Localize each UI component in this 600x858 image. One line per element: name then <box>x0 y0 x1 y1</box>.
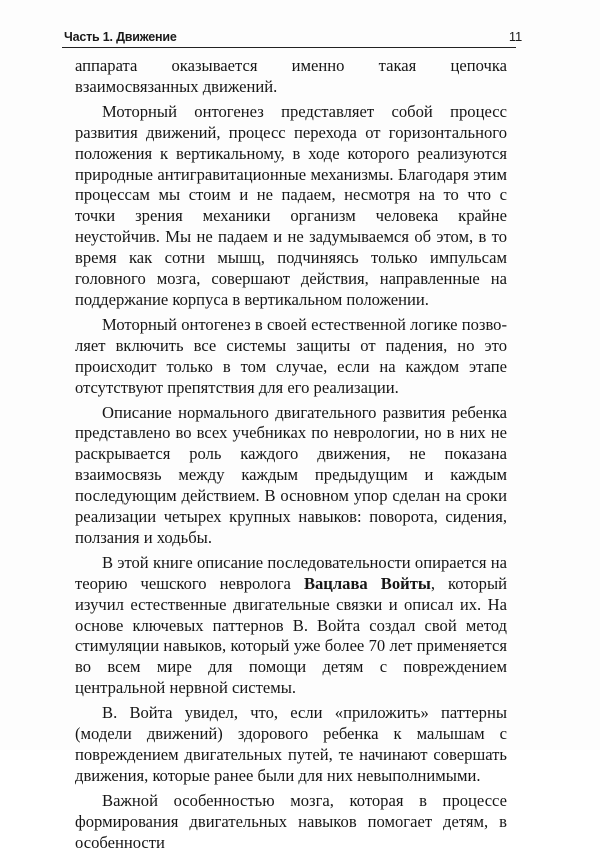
paragraph <box>75 553 507 699</box>
paragraph: Моторный онтогенез представляет собой процесс развития движений, процесс перехода от горизонтального положения к вертикальному, в ходе которого реализуются природные антигравитационные механизмы. Благодаря этим процессам мы стоим и не падаем, несмотря на то что с точки зрения механики организм человека крайне неустойчив. Мы не падаем и не задумываемся об этом, в то время как сотни мышц, подчиняясь только импульсам головного мозга, совершают действия, направленные на поддержание корпуса в вертикальном положении. <box>75 101 507 309</box>
header-rule <box>62 47 516 48</box>
paragraph: Важной особенностью мозга, которая в процессе формирования двигательных навыков помогает детям, в особенности <box>75 790 507 852</box>
paragraph-text: В этой книге описание последовательности опирается на теорию чешского невролога <box>75 552 507 593</box>
author-name: Вацлава Войты <box>303 573 431 593</box>
paragraph: Описание нормального двигательного развития ребенка представлено во всех учебниках по неврологии, но в них не раскрывается роль каждого движения, не показана взаимосвязь между каждым предыдущим и каждым последующим действием. В основном упор сделан на сроки реализации четырех крупных навыков: поворота, сидения, ползания и ходьбы. <box>75 402 507 547</box>
running-head <box>62 28 536 48</box>
paragraph: Моторный онтогенез в своей естественной логике позволяет включить все системы защиты от падения, но это происходит только в том случае, если на каждом этапе отсутствуют препятствия для его реализации. <box>75 314 507 397</box>
paragraph-text: , который изучил естественные двигательные связки и описал их. На основе ключевых паттернов В. Войта создал свой метод стимуляции навыков, который уже более 70 лет применяется во всем мире для помощи детям с повреждением центральной нервной системы. <box>75 573 507 698</box>
section-title: Часть 1. Движение <box>64 30 177 44</box>
page-number: 11 <box>508 29 522 44</box>
paragraph: аппарата оказывается именно такая цепочка взаимосвязанных движений. <box>75 56 507 96</box>
paragraph: В. Войта увидел, что, если «приложить» паттерны (модели движений) здорового ребенка к малышам с повреждением двигательных путей, те начинают совершать движения, которые ранее были для них невыполнимыми. <box>75 703 507 785</box>
body-text <box>75 56 507 858</box>
